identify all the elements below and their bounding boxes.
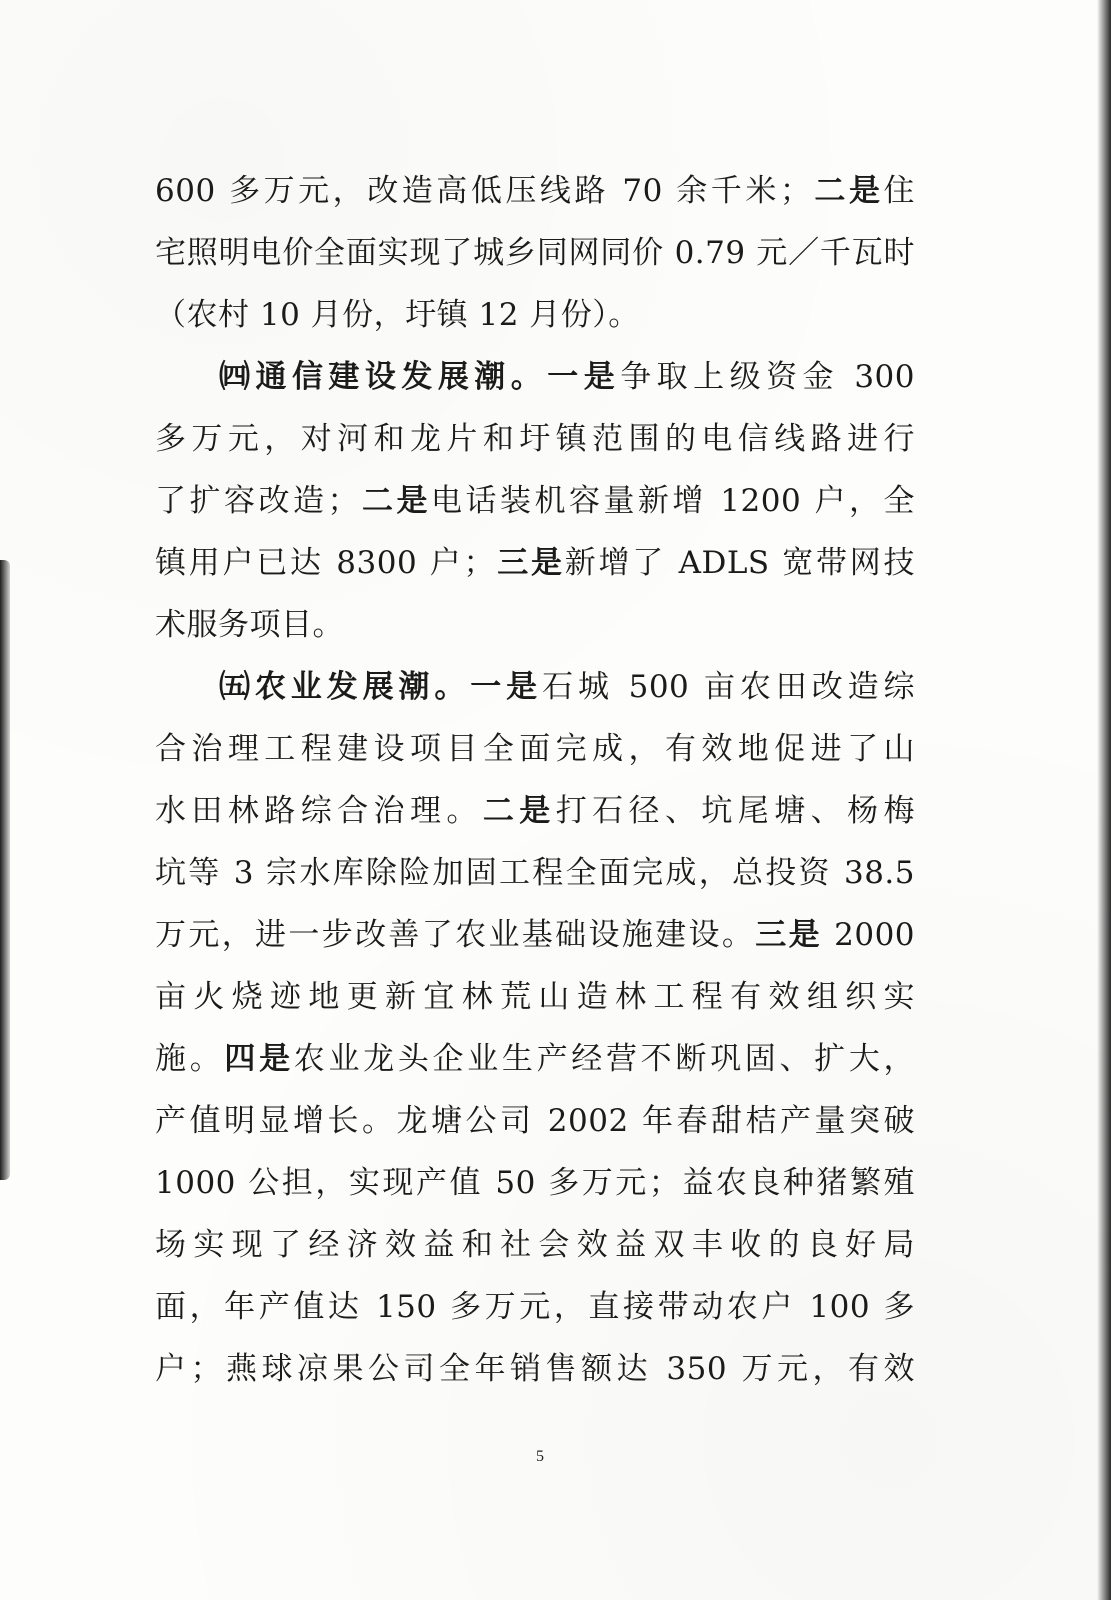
text-run: 施。 xyxy=(155,1041,225,1077)
text-run: 术服务项目。 xyxy=(155,607,344,643)
text-run: 多万元，对河和龙片和圩镇范围的电信线路进行 xyxy=(155,421,915,457)
text-line xyxy=(155,160,915,222)
text-line xyxy=(155,1152,915,1214)
text-run: 电话装机容量新增 1200 户，全 xyxy=(430,483,916,519)
text-line xyxy=(155,1338,915,1400)
bold-text-run: 三是 xyxy=(755,917,822,953)
text-run: 户；燕球凉果公司全年销售额达 350 万元，有效 xyxy=(155,1351,915,1387)
text-run: 镇用户已达 8300 户； xyxy=(155,545,496,581)
text-run: 1000 公担，实现产值 50 多万元；益农良种猪繁殖 xyxy=(155,1165,915,1201)
text-run: 农业龙头企业生产经营不断巩固、扩大， xyxy=(293,1041,916,1077)
text-run: 600 多万元，改造高低压线路 70 余千米； xyxy=(155,173,812,209)
text-line xyxy=(155,532,915,594)
text-line xyxy=(155,284,915,346)
paragraph-heading-line xyxy=(155,656,915,718)
scan-left-edge-shadow xyxy=(0,560,10,1180)
text-run: 了扩容改造； xyxy=(155,483,359,519)
text-line xyxy=(155,904,915,966)
bold-text-run: 三是 xyxy=(495,545,565,581)
text-run: 合治理工程建设项目全面完成，有效地促进了山 xyxy=(155,731,915,767)
text-run: 2000 xyxy=(821,917,916,953)
bold-text-run: ㈤农业发展潮。一是 xyxy=(219,669,543,705)
text-line xyxy=(155,1090,915,1152)
text-run: 产值明显增长。龙塘公司 2002 年春甜桔产量突破 xyxy=(155,1103,915,1139)
text-run: 水田林路综合治理。 xyxy=(155,793,483,829)
text-run: 住 xyxy=(883,173,915,209)
bold-text-run: ㈣通信建设发展潮。一是 xyxy=(219,359,621,395)
text-line xyxy=(155,1276,915,1338)
page-number: 5 xyxy=(536,1448,544,1465)
text-line xyxy=(155,718,915,780)
text-run: 场实现了经济效益和社会效益双丰收的良好局 xyxy=(155,1227,915,1263)
text-run: 宅照明电价全面实现了城乡同网同价 0.79 元／千瓦时 xyxy=(155,235,915,271)
text-run: 新增了 ADLS 宽带网技 xyxy=(564,545,915,581)
text-line xyxy=(155,780,915,842)
bold-text-run: 二是 xyxy=(358,483,431,519)
bold-text-run: 四是 xyxy=(224,1041,294,1077)
text-line xyxy=(155,222,915,284)
text-run: 亩火烧迹地更新宜林荒山造林工程有效组织实 xyxy=(155,979,915,1015)
text-line xyxy=(155,1028,915,1090)
text-run: 争取上级资金 300 xyxy=(620,359,916,395)
paragraph-heading-line xyxy=(155,346,915,408)
text-run: 面，年产值达 150 多万元，直接带动农户 100 多 xyxy=(155,1289,915,1325)
text-line xyxy=(155,408,915,470)
text-run: 万元，进一步改善了农业基础设施建设。 xyxy=(155,917,756,953)
text-line xyxy=(155,966,915,1028)
text-line xyxy=(155,470,915,532)
text-run: 石城 500 亩农田改造综 xyxy=(542,669,915,705)
body-text xyxy=(155,160,915,1400)
scan-right-edge-shadow xyxy=(1097,0,1111,1600)
text-run: 打石径、坑尾塘、杨梅 xyxy=(555,793,916,829)
text-line xyxy=(155,1214,915,1276)
bold-text-run: 二是 xyxy=(811,173,884,209)
text-run: （农村 10 月份，圩镇 12 月份）。 xyxy=(155,297,640,333)
text-line xyxy=(155,594,915,656)
text-line xyxy=(155,842,915,904)
text-run: 坑等 3 宗水库除险加固工程全面完成，总投资 38.5 xyxy=(155,855,915,891)
bold-text-run: 二是 xyxy=(482,793,556,829)
